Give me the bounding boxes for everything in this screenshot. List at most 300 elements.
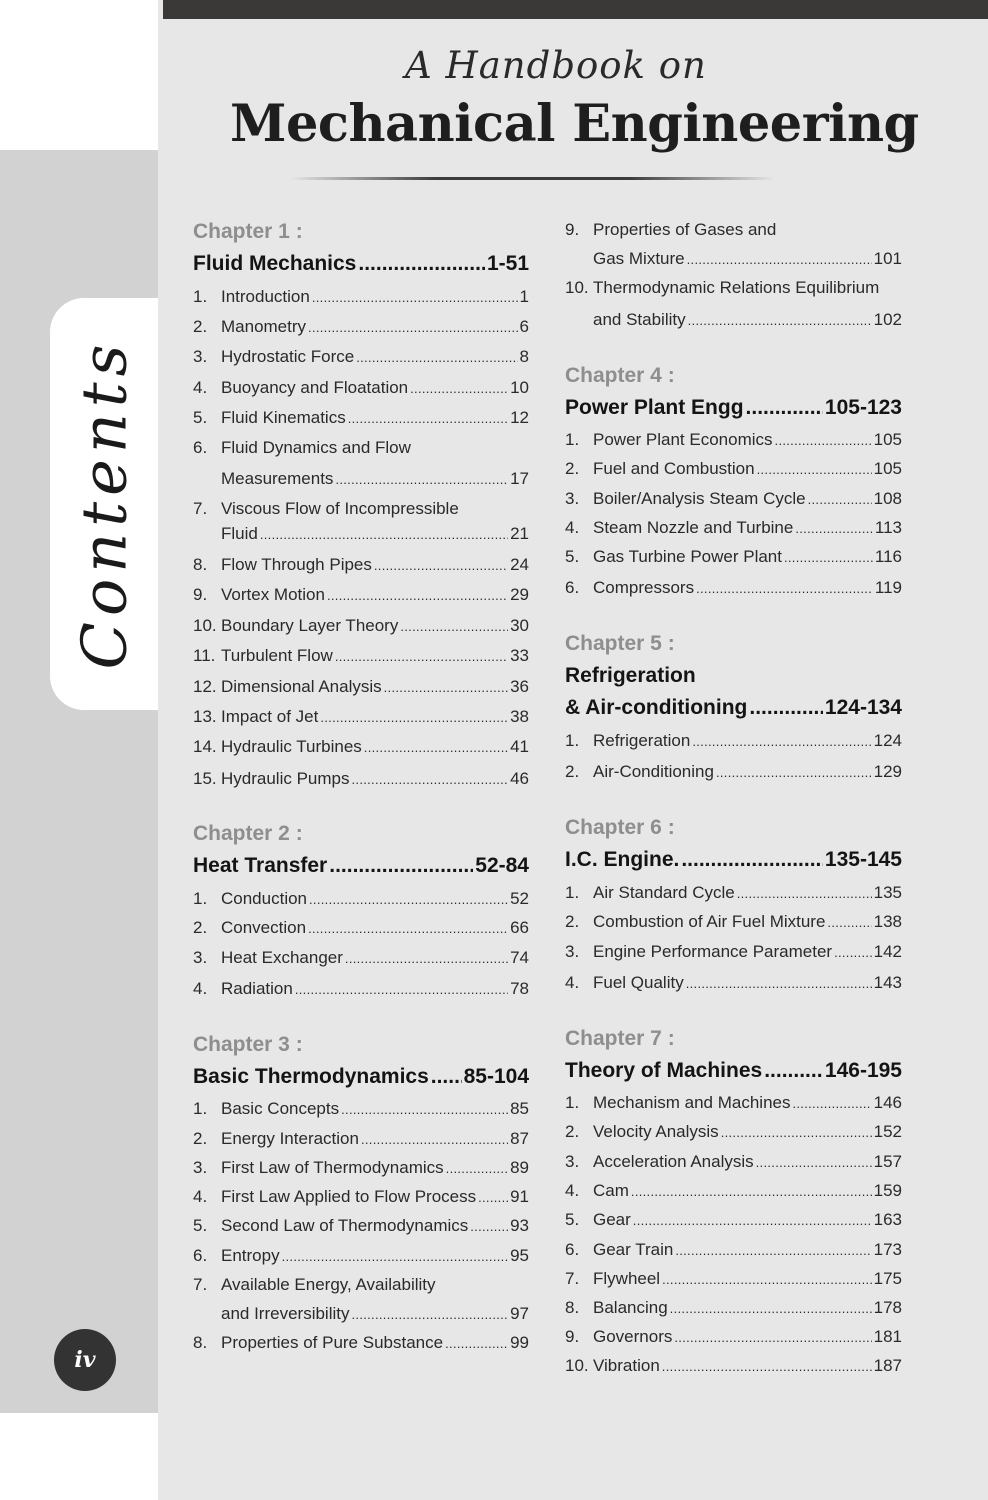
chapter-title: [565, 848, 902, 872]
toc-entry: [565, 883, 902, 905]
entry-number: 3.: [193, 1158, 208, 1177]
entry-number: 13.: [193, 707, 217, 726]
entry-page: 87: [510, 1129, 529, 1148]
toc-entry: [565, 547, 902, 569]
entry-page: 85: [510, 1099, 529, 1118]
chapter-pages: 105-123: [824, 396, 902, 419]
entry-number: 4.: [565, 1181, 580, 1200]
entry-page: 105: [873, 430, 902, 449]
entry-number: 1.: [193, 1099, 208, 1118]
entry-title: Vortex Motion: [221, 585, 325, 604]
entry-number: 2.: [565, 459, 580, 478]
entry-title: Hydraulic Pumps: [221, 769, 350, 788]
dot-leader: [335, 649, 508, 664]
toc-entry: [193, 616, 529, 638]
entry-title: Properties of Pure Substance: [221, 1333, 444, 1352]
chapter-pages: 52-84: [475, 854, 529, 877]
toc-entry: [193, 948, 529, 970]
entry-page: 108: [873, 489, 902, 508]
chapter-label: Chapter 6 :: [565, 816, 675, 839]
toc-entry: [193, 378, 529, 400]
entry-title: Second Law of Thermodynamics: [221, 1216, 469, 1235]
dot-leader: [674, 1330, 871, 1345]
entry-number: 4.: [565, 973, 580, 992]
dot-leader: [282, 1249, 508, 1264]
entry-title: Balancing: [593, 1298, 668, 1317]
page-number: iv: [74, 1347, 96, 1373]
chapter-label: Chapter 7 :: [565, 1027, 675, 1050]
toc-entry: [193, 524, 529, 546]
entry-number: 7.: [565, 1269, 580, 1288]
dot-leader: [356, 350, 517, 365]
entry-title: Vibration: [593, 1356, 660, 1375]
entry-title-line1: Available Energy, Availability: [221, 1275, 436, 1294]
entry-number: 1.: [565, 1093, 580, 1112]
book-title: Mechanical Engineering: [230, 94, 919, 154]
entry-page: 36: [510, 677, 529, 696]
entry-number: 1.: [565, 430, 580, 449]
entry-page: 124: [873, 731, 902, 750]
toc-entry: [565, 1240, 902, 1262]
entry-title: Compressors: [593, 578, 695, 597]
entry-number: 3.: [193, 948, 208, 967]
entry-page: 21: [510, 524, 529, 543]
entry-page: 78: [510, 979, 529, 998]
entry-title: Entropy: [221, 1246, 280, 1265]
dot-leader: [686, 976, 872, 991]
dot-leader: [352, 772, 509, 787]
dot-leader: [784, 550, 873, 565]
toc-entry: [193, 347, 529, 369]
toc-entry: [565, 430, 902, 452]
entry-title: Measurements: [221, 469, 334, 488]
entry-page: 33: [510, 646, 529, 665]
toc-entry: [193, 287, 529, 309]
entry-title: Boundary Layer Theory: [221, 616, 399, 635]
entry-number: 12.: [193, 677, 217, 696]
toc-entry: [565, 1356, 902, 1378]
entry-page: 8: [519, 347, 529, 366]
entry-title-line1: Properties of Gases and: [593, 220, 777, 239]
toc-entry: [565, 489, 902, 511]
entry-number: 9.: [565, 1327, 580, 1346]
entry-page: 41: [510, 737, 529, 756]
chapter-pages: 146-195: [824, 1059, 902, 1082]
entry-page: 102: [873, 310, 902, 329]
entry-number: 10.: [193, 616, 217, 635]
entry-page: 178: [873, 1298, 902, 1317]
entry-page: 1: [519, 287, 529, 306]
entry-page: 135: [873, 883, 902, 902]
chapter-label: Chapter 3 :: [193, 1033, 303, 1056]
toc-entry: [193, 677, 529, 699]
toc-entry: [193, 555, 529, 577]
dot-leader: [688, 313, 872, 328]
chapter-pages: 135-145: [824, 848, 902, 871]
dot-leader: [792, 1096, 871, 1111]
dot-leader: [470, 1219, 508, 1234]
toc-entry: [193, 737, 529, 759]
entry-number: 8.: [565, 1298, 580, 1317]
dot-leader: [670, 1301, 872, 1316]
entry-page: 91: [510, 1187, 529, 1206]
entry-title: Mechanism and Machines: [593, 1093, 791, 1112]
entry-title: Boiler/Analysis Steam Cycle: [593, 489, 806, 508]
entry-page: 30: [510, 616, 529, 635]
entry-page: 93: [510, 1216, 529, 1235]
entry-title: Acceleration Analysis: [593, 1152, 754, 1171]
dot-leader: [345, 951, 508, 966]
dot-leader: [320, 710, 508, 725]
entry-page: 173: [873, 1240, 902, 1259]
entry-page: 29: [510, 585, 529, 604]
chapter-title-text: I.C. Engine.: [565, 848, 680, 871]
entry-page: 46: [510, 769, 529, 788]
entry-number: 2.: [565, 1122, 580, 1141]
entry-page: 113: [874, 518, 902, 537]
entry-page: 119: [874, 578, 902, 597]
entry-title: Combustion of Air Fuel Mixture: [593, 912, 826, 931]
toc-entry: [193, 317, 529, 339]
dot-leader: [692, 734, 871, 749]
dot-leader: [757, 462, 872, 477]
dot-leader: [374, 558, 508, 573]
toc-entry: [565, 1122, 902, 1144]
dot-leader: [410, 381, 508, 396]
entry-title: First Law of Thermodynamics: [221, 1158, 444, 1177]
entry-title: Air Standard Cycle: [593, 883, 735, 902]
entry-title: Introduction: [221, 287, 310, 306]
entry-page: 89: [510, 1158, 529, 1177]
dot-leader: [737, 886, 872, 901]
entry-title-line1: Thermodynamic Relations Equilibrium: [593, 278, 880, 297]
entry-page: 95: [510, 1246, 529, 1265]
entry-page: 181: [873, 1327, 902, 1346]
toc-entry: [193, 918, 529, 940]
entry-title: Dimensional Analysis: [221, 677, 382, 696]
toc-entry: [565, 1269, 902, 1291]
dot-leader: [827, 915, 871, 930]
entry-title: Fuel Quality: [593, 973, 684, 992]
chapter-label: Chapter 1 :: [193, 220, 303, 243]
dot-leader: [834, 945, 872, 960]
entry-title: Gear: [593, 1210, 631, 1229]
entry-page: 105: [873, 459, 902, 478]
entry-title: Impact of Jet: [221, 707, 319, 726]
entry-title: Flywheel: [593, 1269, 661, 1288]
entry-title: Velocity Analysis: [593, 1122, 719, 1141]
toc-entry: [193, 1158, 529, 1180]
entry-page: 116: [874, 547, 902, 566]
dot-leader: [400, 619, 508, 634]
entry-number: 2.: [193, 918, 208, 937]
toc-entry: [565, 1327, 902, 1349]
entry-title: Convection: [221, 918, 307, 937]
entry-number: 1.: [193, 889, 208, 908]
toc-entry: [565, 1181, 902, 1203]
dot-leader: [431, 1065, 462, 1089]
entry-number: 9.: [565, 220, 580, 239]
entry-number: 1.: [565, 731, 580, 750]
entry-page: 66: [510, 918, 529, 937]
entry-page: 159: [873, 1181, 902, 1200]
dot-leader: [335, 472, 508, 487]
toc-entry: [565, 973, 902, 995]
dot-leader: [364, 740, 508, 755]
toc-entry: [565, 1093, 902, 1115]
chapter-title-line1: [565, 664, 902, 688]
entry-page: 52: [510, 889, 529, 908]
entry-title: Hydrostatic Force: [221, 347, 355, 366]
entry-number: 4.: [193, 378, 208, 397]
dot-leader: [260, 527, 508, 542]
entry-title: Radiation: [221, 979, 293, 998]
book-subtitle: A Handbook on: [405, 44, 707, 87]
entry-number: 6.: [193, 1246, 208, 1265]
entry-number: 2.: [565, 912, 580, 931]
dot-leader: [308, 320, 518, 335]
entry-page: 38: [510, 707, 529, 726]
chapter-label: Chapter 4 :: [565, 364, 675, 387]
chapter-title-text: Theory of Machines: [565, 1059, 763, 1082]
chapter-title-text: Power Plant Engg: [565, 396, 744, 419]
entry-page: 187: [873, 1356, 902, 1375]
dot-leader: [631, 1184, 872, 1199]
chapter-pages: 124-134: [824, 696, 902, 719]
entry-number: 6.: [193, 438, 208, 457]
entry-page: 157: [873, 1152, 902, 1171]
entry-page: 138: [873, 912, 902, 931]
entry-title: Gear Train: [593, 1240, 674, 1259]
entry-number: 6.: [565, 578, 580, 597]
toc-entry: [565, 1152, 902, 1174]
entry-title: Gas Mixture: [593, 249, 685, 268]
entry-title: and Irreversibility: [221, 1304, 350, 1323]
chapter-label: Chapter 5 :: [565, 632, 675, 655]
entry-number: 10.: [565, 278, 589, 297]
entry-number: 4.: [565, 518, 580, 537]
dot-leader: [696, 581, 873, 596]
dot-leader: [681, 848, 823, 872]
entry-title: Gas Turbine Power Plant: [593, 547, 782, 566]
dot-leader: [746, 396, 823, 420]
top-bar: [163, 0, 988, 19]
entry-page: 175: [873, 1269, 902, 1288]
dot-leader: [352, 1307, 509, 1322]
contents-label: Contents: [67, 338, 141, 670]
dot-leader: [478, 1190, 508, 1205]
toc-entry: [565, 912, 902, 934]
entry-page: 99: [510, 1333, 529, 1352]
entry-title: Hydraulic Turbines: [221, 737, 362, 756]
toc-entry: [193, 646, 529, 668]
toc-entry: [193, 1216, 529, 1238]
dot-leader: [775, 433, 872, 448]
chapter-title-text: Refrigeration: [565, 664, 696, 687]
entry-title: Air-Conditioning: [593, 762, 714, 781]
dot-leader: [308, 921, 508, 936]
entry-title: Fluid: [221, 524, 258, 543]
entry-title: Basic Concepts: [221, 1099, 340, 1118]
entry-number: 3.: [193, 347, 208, 366]
toc-entry: [565, 1210, 902, 1232]
dot-leader: [361, 1132, 508, 1147]
entry-title: Turbulent Flow: [221, 646, 333, 665]
entry-number: 1.: [193, 287, 208, 306]
entry-number: 6.: [565, 1240, 580, 1259]
entry-number: 11.: [193, 646, 216, 665]
entry-number: 5.: [193, 408, 208, 427]
entry-number: 8.: [193, 555, 208, 574]
entry-number: 8.: [193, 1333, 208, 1352]
entry-page: 129: [873, 762, 902, 781]
entry-number: 4.: [193, 1187, 208, 1206]
chapter-title: [565, 696, 902, 720]
entry-number: 15.: [193, 769, 217, 788]
dot-leader: [764, 1059, 823, 1083]
chapter-title-text: Fluid Mechanics: [193, 252, 357, 275]
entry-page: 152: [873, 1122, 902, 1141]
entry-number: 10.: [565, 1356, 589, 1375]
chapter-pages: 1-51: [486, 252, 529, 275]
toc-entry: [193, 1129, 529, 1151]
toc-entry: [193, 769, 529, 791]
entry-number: 5.: [565, 1210, 580, 1229]
entry-number: 3.: [565, 1152, 580, 1171]
toc-entry: [565, 310, 902, 332]
toc-entry: [193, 1333, 529, 1355]
dot-leader: [675, 1243, 871, 1258]
entry-title: and Stability: [593, 310, 686, 329]
entry-number: 2.: [193, 317, 208, 336]
dot-leader: [687, 252, 872, 267]
toc-entry: [565, 249, 902, 271]
chapter-title-text: Heat Transfer: [193, 854, 328, 877]
toc-entry: [193, 585, 529, 607]
dot-leader: [327, 588, 508, 603]
entry-page: 74: [510, 948, 529, 967]
entry-page: 146: [873, 1093, 902, 1112]
toc-entry: [565, 942, 902, 964]
dot-leader: [341, 1102, 508, 1117]
toc-entry: [193, 1246, 529, 1268]
entry-title: Refrigeration: [593, 731, 691, 750]
entry-title: Conduction: [221, 889, 308, 908]
dot-leader: [445, 1336, 508, 1351]
dot-leader: [312, 290, 518, 305]
entry-page: 97: [510, 1304, 529, 1323]
entry-page: 142: [873, 942, 902, 961]
page-number-badge: [54, 1329, 116, 1391]
entry-page: 17: [510, 469, 529, 488]
entry-number: 2.: [193, 1129, 208, 1148]
entry-page: 163: [873, 1210, 902, 1229]
chapter-title: [193, 1065, 529, 1089]
entry-title: Buoyancy and Floatation: [221, 378, 409, 397]
dot-leader: [633, 1213, 872, 1228]
dot-leader: [446, 1161, 508, 1176]
entry-number: 5.: [565, 547, 580, 566]
entry-number: 9.: [193, 585, 208, 604]
dot-leader: [309, 892, 508, 907]
toc-entry: [565, 1298, 902, 1320]
entry-number: 7.: [193, 499, 208, 518]
entry-number: 3.: [565, 489, 580, 508]
entry-title: Fuel and Combustion: [593, 459, 755, 478]
toc-entry: [565, 518, 902, 540]
entry-number: 14.: [193, 737, 217, 756]
toc-entry: [193, 1099, 529, 1121]
dot-leader: [329, 854, 473, 878]
toc-entry: [193, 469, 529, 491]
dot-leader: [795, 521, 873, 536]
chapter-title: [565, 1059, 902, 1083]
toc-entry: [565, 731, 902, 753]
dot-leader: [358, 252, 485, 276]
toc-entry: [565, 762, 902, 784]
entry-title: Energy Interaction: [221, 1129, 359, 1148]
entry-title-line1: Viscous Flow of Incompressible: [221, 499, 459, 518]
chapter-title: [565, 396, 902, 420]
entry-title: Engine Performance Parameter: [593, 942, 833, 961]
chapter-label: Chapter 2 :: [193, 822, 303, 845]
entry-page: 12: [510, 408, 529, 427]
toc-entry: [193, 1304, 529, 1326]
dot-leader: [662, 1272, 872, 1287]
chapter-title-text: & Air-conditioning: [565, 696, 748, 719]
entry-page: 24: [510, 555, 529, 574]
entry-title: Heat Exchanger: [221, 948, 343, 967]
entry-page: 10: [510, 378, 529, 397]
entry-number: 3.: [565, 942, 580, 961]
entry-number: 4.: [193, 979, 208, 998]
dot-leader: [295, 982, 508, 997]
entry-number: 5.: [193, 1216, 208, 1235]
entry-number: 2.: [565, 762, 580, 781]
entry-number: 7.: [193, 1275, 208, 1294]
entry-title: Flow Through Pipes: [221, 555, 372, 574]
entry-title: Steam Nozzle and Turbine: [593, 518, 794, 537]
chapter-title: [193, 252, 529, 276]
dot-leader: [348, 411, 508, 426]
toc-entry: [565, 578, 902, 600]
entry-page: 6: [519, 317, 529, 336]
toc-entry: [193, 889, 529, 911]
entry-title: First Law Applied to Flow Process: [221, 1187, 477, 1206]
title-divider: [290, 177, 775, 180]
toc-entry: [565, 459, 902, 481]
chapter-title-text: Basic Thermodynamics: [193, 1065, 429, 1088]
toc-entry: [193, 408, 529, 430]
entry-title: Manometry: [221, 317, 307, 336]
toc-entry: [193, 1187, 529, 1209]
entry-page: 143: [873, 973, 902, 992]
entry-title: Power Plant Economics: [593, 430, 773, 449]
toc-entry: [193, 979, 529, 1001]
entry-number: 1.: [565, 883, 580, 902]
entry-title-line1: Fluid Dynamics and Flow: [221, 438, 411, 457]
entry-title: Cam: [593, 1181, 629, 1200]
dot-leader: [749, 696, 823, 720]
dot-leader: [662, 1359, 872, 1374]
dot-leader: [808, 492, 872, 507]
entry-page: 101: [873, 249, 902, 268]
dot-leader: [716, 765, 872, 780]
chapter-title: [193, 854, 529, 878]
chapter-pages: 85-104: [463, 1065, 529, 1088]
entry-title: Governors: [593, 1327, 673, 1346]
entry-title: Fluid Kinematics: [221, 408, 346, 427]
